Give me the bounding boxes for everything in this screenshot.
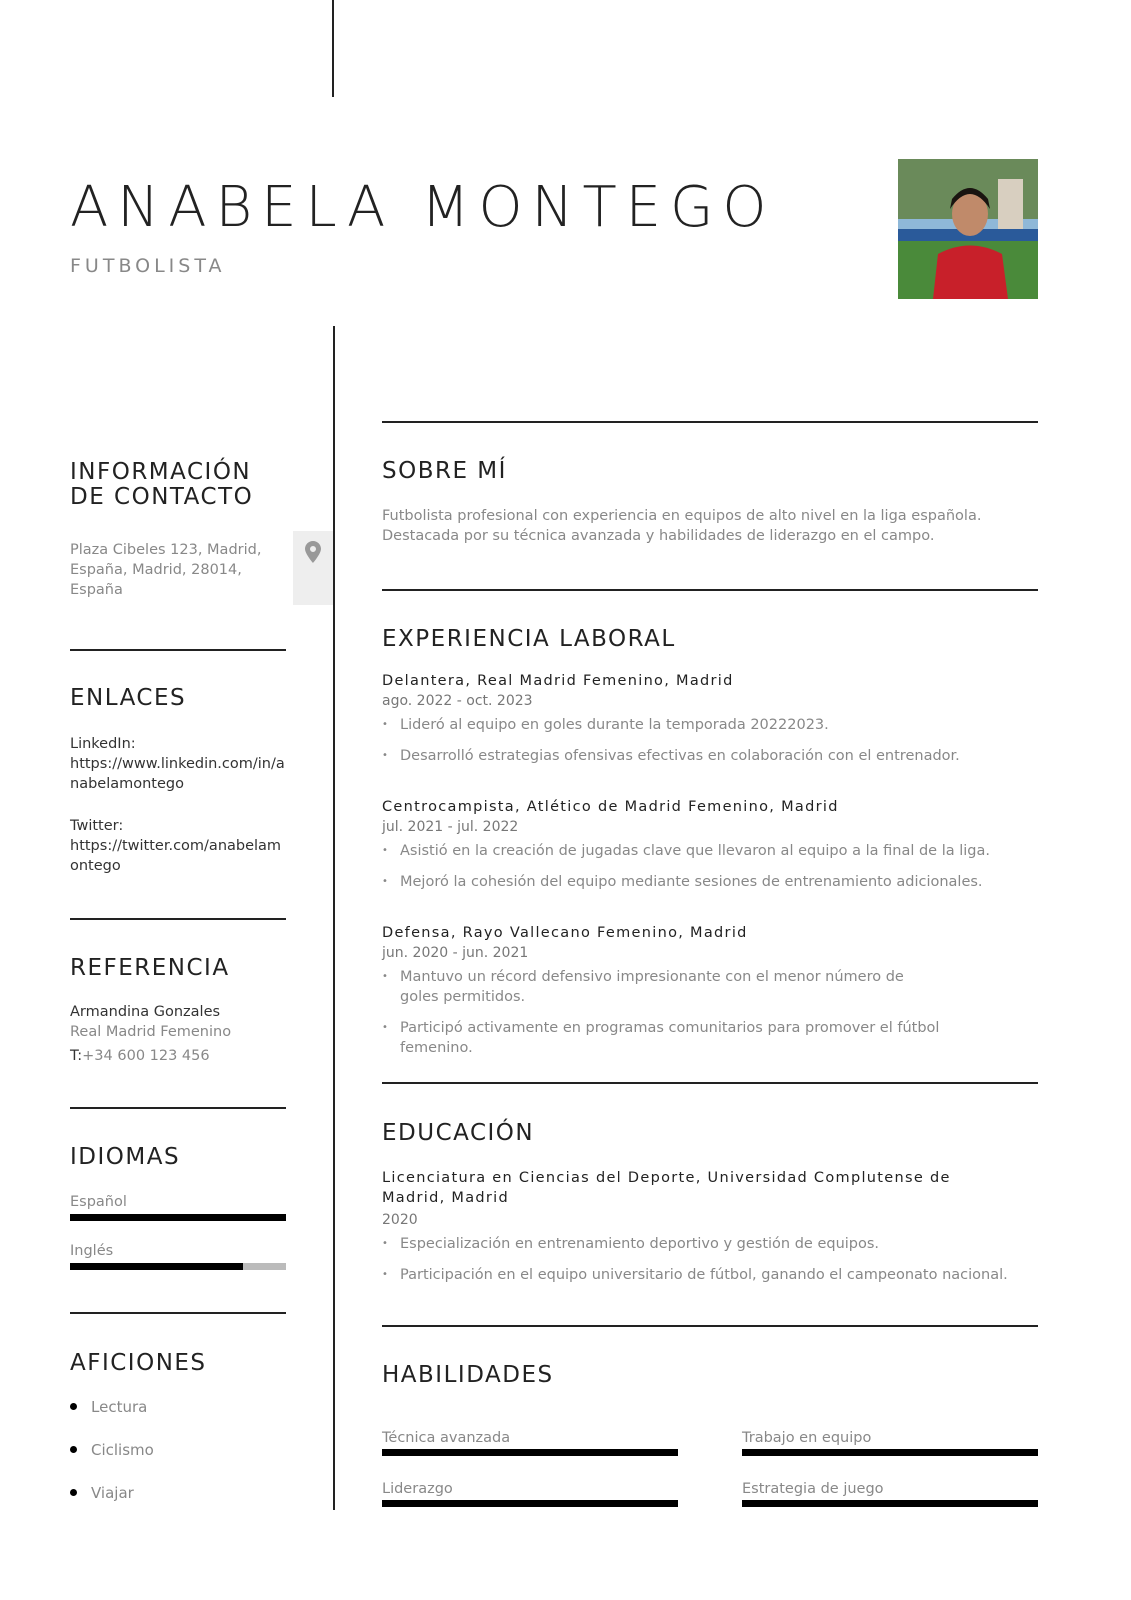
- job-date: jun. 2020 - jun. 2021: [382, 945, 529, 961]
- hobbies-heading: AFICIONES: [70, 1350, 207, 1376]
- level-fill: [70, 1214, 286, 1221]
- level-fill: [382, 1500, 678, 1507]
- profile-photo: [898, 159, 1038, 299]
- skill-level-bar: [382, 1500, 678, 1507]
- twitter-link[interactable]: https://twitter.com/anabelamontego: [70, 838, 282, 874]
- job-date: ago. 2022 - oct. 2023: [382, 693, 533, 709]
- hobby-label: Viajar: [91, 1483, 134, 1502]
- skills-heading: HABILIDADES: [382, 1362, 554, 1388]
- skill-name: Técnica avanzada: [382, 1430, 511, 1446]
- hobby-item: [70, 1428, 286, 1471]
- contact-heading-line2: DE CONTACTO: [70, 484, 254, 511]
- job-entry: [382, 925, 1038, 1069]
- linkedin-link[interactable]: https://www.linkedin.com/in/anabelamontego: [70, 756, 285, 792]
- languages-heading: IDIOMAS: [70, 1144, 181, 1170]
- map-pin-icon: [305, 541, 321, 563]
- job-bullet: • Lideró al equipo en goles durante la temporada 20222023.: [382, 715, 1038, 735]
- reference-company: Real Madrid Femenino: [70, 1024, 232, 1040]
- degree-title: Licenciatura en Ciencias del Deporte, Universidad Complutense de Madrid, Madrid: [382, 1170, 951, 1206]
- divider: [382, 1082, 1038, 1084]
- job-bullet: • Desarrolló estrategias ofensivas efectivas en colaboración con el entrenador.: [382, 746, 1038, 766]
- job-entry: [382, 673, 1038, 777]
- education-bullet: • Especialización en entrenamiento deportivo y gestión de equipos.: [382, 1234, 1038, 1254]
- links-list: [70, 734, 286, 876]
- skill-level-bar: [742, 1449, 1038, 1456]
- divider: [382, 421, 1038, 423]
- top-divider: [332, 0, 334, 97]
- contact-heading-line1: INFORMACIÓN: [70, 459, 252, 485]
- language-name: Español: [70, 1194, 127, 1210]
- level-fill: [742, 1500, 1038, 1507]
- reference-heading: REFERENCIA: [70, 955, 230, 981]
- candidate-role: FUTBOLISTA: [70, 255, 226, 277]
- about-heading: SOBRE MÍ: [382, 458, 507, 484]
- divider: [382, 589, 1038, 591]
- about-text: Futbolista profesional con experiencia en equipos de alto nivel en la liga española. Destacada por su técnica avanzada y habilidades de liderazgo en el campo.: [382, 508, 982, 544]
- level-fill: [70, 1263, 243, 1270]
- job-title: Delantera, Real Madrid Femenino, Madrid: [382, 673, 734, 689]
- language-level-bar: [70, 1214, 286, 1221]
- reference-name: Armandina Gonzales: [70, 1004, 221, 1020]
- divider: [70, 1312, 286, 1314]
- job-title: Centrocampista, Atlético de Madrid Femenino, Madrid: [382, 799, 839, 815]
- links-heading: ENLACES: [70, 685, 187, 711]
- hobby-label: Lectura: [91, 1397, 148, 1416]
- skill-level-bar: [742, 1500, 1038, 1507]
- divider: [70, 649, 286, 651]
- contact-address: Plaza Cibeles 123, Madrid, España, Madrid, 28014, España: [70, 542, 262, 598]
- level-fill: [382, 1449, 678, 1456]
- education-bullet: • Participación en el equipo universitario de fútbol, ganando el campeonato nacional.: [382, 1265, 1038, 1285]
- job-bullet: • Participó activamente en programas comunitarios para promover el fútbol femenino.: [382, 1018, 1002, 1058]
- skill-item: [742, 1430, 1038, 1456]
- education-heading: EDUCACIÓN: [382, 1120, 535, 1146]
- experience-heading: EXPERIENCIA LABORAL: [382, 626, 676, 652]
- job-entry: [382, 799, 1038, 903]
- job-bullet: • Mantuvo un récord defensivo impresionante con el menor número de goles permitidos.: [382, 967, 1002, 1007]
- job-date: jul. 2021 - jul. 2022: [382, 819, 519, 835]
- address-icon-box: [293, 531, 333, 605]
- hobby-item: [70, 1471, 286, 1514]
- divider: [382, 1325, 1038, 1327]
- reference-phone: +34 600 123 456: [82, 1048, 210, 1064]
- education-entry: [382, 1168, 1038, 1296]
- skill-item: [382, 1430, 678, 1456]
- language-level-bar: [70, 1263, 286, 1270]
- skill-level-bar: [382, 1449, 678, 1456]
- reference-block: [70, 1002, 286, 1066]
- linkedin-label: LinkedIn:: [70, 736, 136, 752]
- job-bullet: • Mejoró la cohesión del equipo mediante sesiones de entrenamiento adicionales.: [382, 872, 1038, 892]
- skill-item: [382, 1481, 678, 1507]
- education-date: 2020: [382, 1212, 418, 1228]
- twitter-label: Twitter:: [70, 818, 124, 834]
- divider: [70, 918, 286, 920]
- skill-name: Liderazgo: [382, 1481, 453, 1497]
- skill-name: Estrategia de juego: [742, 1481, 884, 1497]
- hobby-item: [70, 1385, 286, 1428]
- hobbies-list: [70, 1385, 286, 1514]
- level-fill: [742, 1449, 1038, 1456]
- skill-name: Trabajo en equipo: [742, 1430, 872, 1446]
- skills-grid: [382, 1430, 1038, 1520]
- column-divider: [333, 326, 335, 1510]
- hobby-label: Ciclismo: [91, 1440, 154, 1459]
- phone-label: T:: [70, 1048, 83, 1064]
- skill-item: [742, 1481, 1038, 1507]
- candidate-name: ANABELA MONTEGO: [70, 175, 776, 240]
- contact-heading: [70, 460, 286, 511]
- divider: [70, 1107, 286, 1109]
- languages-list: [70, 1192, 286, 1270]
- job-title: Defensa, Rayo Vallecano Femenino, Madrid: [382, 925, 748, 941]
- language-name: Inglés: [70, 1243, 114, 1259]
- job-bullet: • Asistió en la creación de jugadas clave que llevaron al equipo a la final de la liga.: [382, 841, 1038, 861]
